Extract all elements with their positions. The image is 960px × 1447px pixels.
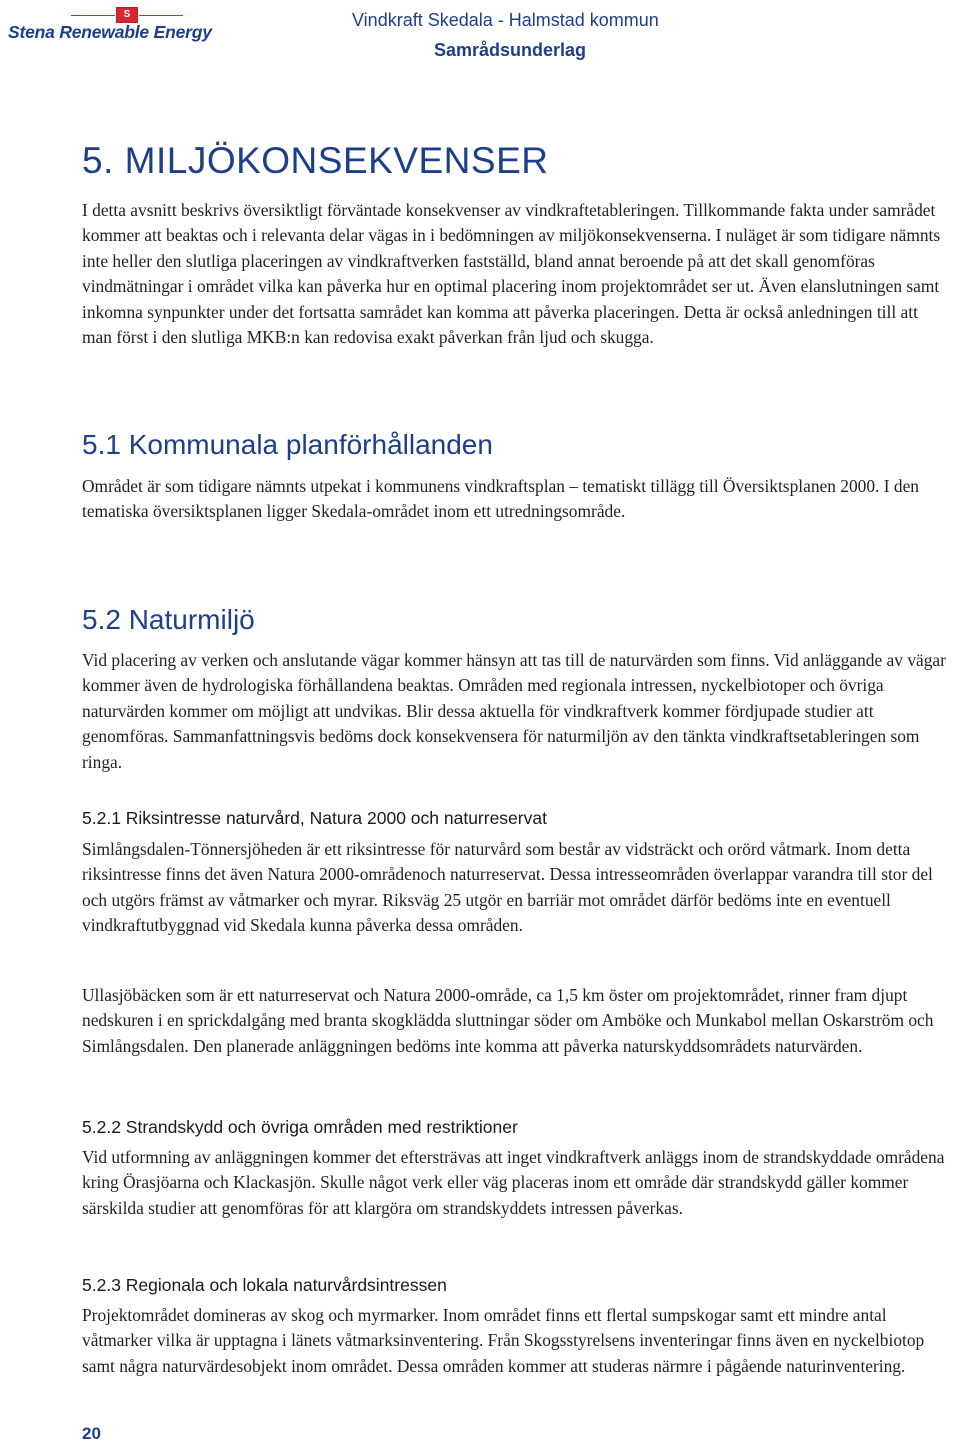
- section-heading-5-2: 5.2 Naturmiljö: [82, 604, 255, 635]
- section-5-2-1-paragraph-2: Ullasjöbäcken som är ett naturreservat och Natura 2000-område, ca 1,5 km öster om projektområdet, rinner fram djupt nedskuren i en sprickdalgång med branta skogklädda sluttningar söder om Amböke och Munkabol mellan Oskarström och Simlångsdalen. Den planerade anläggningen bedöms inte komma att påverka naturskyddsområdets naturvärden.: [82, 985, 934, 1056]
- section-heading-5: 5. MILJÖKONSEKVENSER: [82, 140, 549, 181]
- section-heading-5-2-1: 5.2.1 Riksintresse naturvård, Natura 2000 och naturreservat: [82, 808, 547, 828]
- page-number: 20: [82, 1424, 101, 1443]
- section-5-2-2-paragraph: Vid utformning av anläggningen kommer det eftersträvas att inget vindkraftverk anläggs inom de strandskyddade områdena kring Örasjöarna och Klackasjön. Skulle något verk eller väg placeras inom ett område där strandskydd gäller kommer särskilda studier att genomföras för att klargöra om strandskyddets intressen påverkas.: [82, 1147, 945, 1218]
- document-title: Vindkraft Skedala - Halmstad kommun: [352, 10, 659, 30]
- section-heading-5-2-2: 5.2.2 Strandskydd och övriga områden med restriktioner: [82, 1117, 518, 1137]
- section-5-1-paragraph: Området är som tidigare nämnts utpekat i kommunens vindkraftsplan – tematiskt tillägg till Översiktsplanen 2000. I den tematiska översiktsplanen ligger Skedala-området inom ett utredningsområde.: [82, 476, 920, 522]
- section-heading-5-2-3: 5.2.3 Regionala och lokala naturvårdsintressen: [82, 1275, 447, 1295]
- section-5-2-paragraph: Vid placering av verken och anslutande vägar kommer hänsyn att tas till de naturvärden som finns. Vid anläggande av vägar kommer även de hydrologiska förhållandena beaktas. Områden med regionala intressen, nyckelbiotoper och övriga naturvärden kommer om möjligt att undvikas. Blir dessa aktuella för vindkraftverk kommer fördjupade studier att genomföras. Sammanfattningsvis bedöms dock konsekvensera för naturmiljön av den tänkta vindkraftsetableringen som ringa.: [82, 650, 946, 772]
- logo-text: Stena Renewable Energy: [8, 22, 212, 42]
- document-subtitle: Samrådsunderlag: [434, 40, 587, 60]
- section-5-2-3-paragraph: Projektområdet domineras av skog och myrmarker. Inom området finns ett flertal sumpskogar samt ett mindre antal våtmarker vilka är upptagna i länets våtmarksinventering. Från Skogsstyrelsens inventeringar finns även en nyckelbiotop samt några naturvärdesobjekt inom området. Dessa områden kommer att studeras närmre i pågående naturinventering.: [82, 1305, 925, 1376]
- company-logo: [8, 4, 240, 40]
- section-heading-5-1: 5.1 Kommunala planförhållanden: [82, 429, 493, 460]
- page-header: [0, 0, 960, 66]
- stena-flag-icon: S: [116, 7, 138, 23]
- section-5-2-1-paragraph-1: Simlångsdalen-Tönnersjöheden är ett riksintresse för naturvård som består av vidsträckt och orörd våtmark. Inom detta riksintresse finns det även Natura 2000-områdenoch naturreservat. Dessa intresseområden överlappar varandra till stor del och utgörs främst av våtmarker och myrar. Riksväg 25 utgör en barriär mot området därför bedöms inte en eventuell vindkraftutbyggnad vid Skedala kunna påverka dessa områden.: [82, 839, 933, 936]
- section-5-paragraph: I detta avsnitt beskrivs översiktligt förväntade konsekvenser av vindkraftetableringen. Tillkommande fakta under samrådet kommer att beaktas och i relevanta delar vägas in i bedömningen av miljökonsekvenserna. I nuläget är som tidigare nämnts inte heller den slutliga placeringen av vindkraftverken fastställd, bland annat beroende på att det skall genomföras vindmätningar i området vilka kan påverka hur en optimal placering inom projektområdet ser ut. Även elanslutningen samt inkomna synpunkter under det fortsatta samrådet kan komma att påverka placeringen. Detta är också anledningen till att man först i den slutliga MKB:n kan redovisa exakt påverkan från ljud och skugga.: [82, 200, 941, 348]
